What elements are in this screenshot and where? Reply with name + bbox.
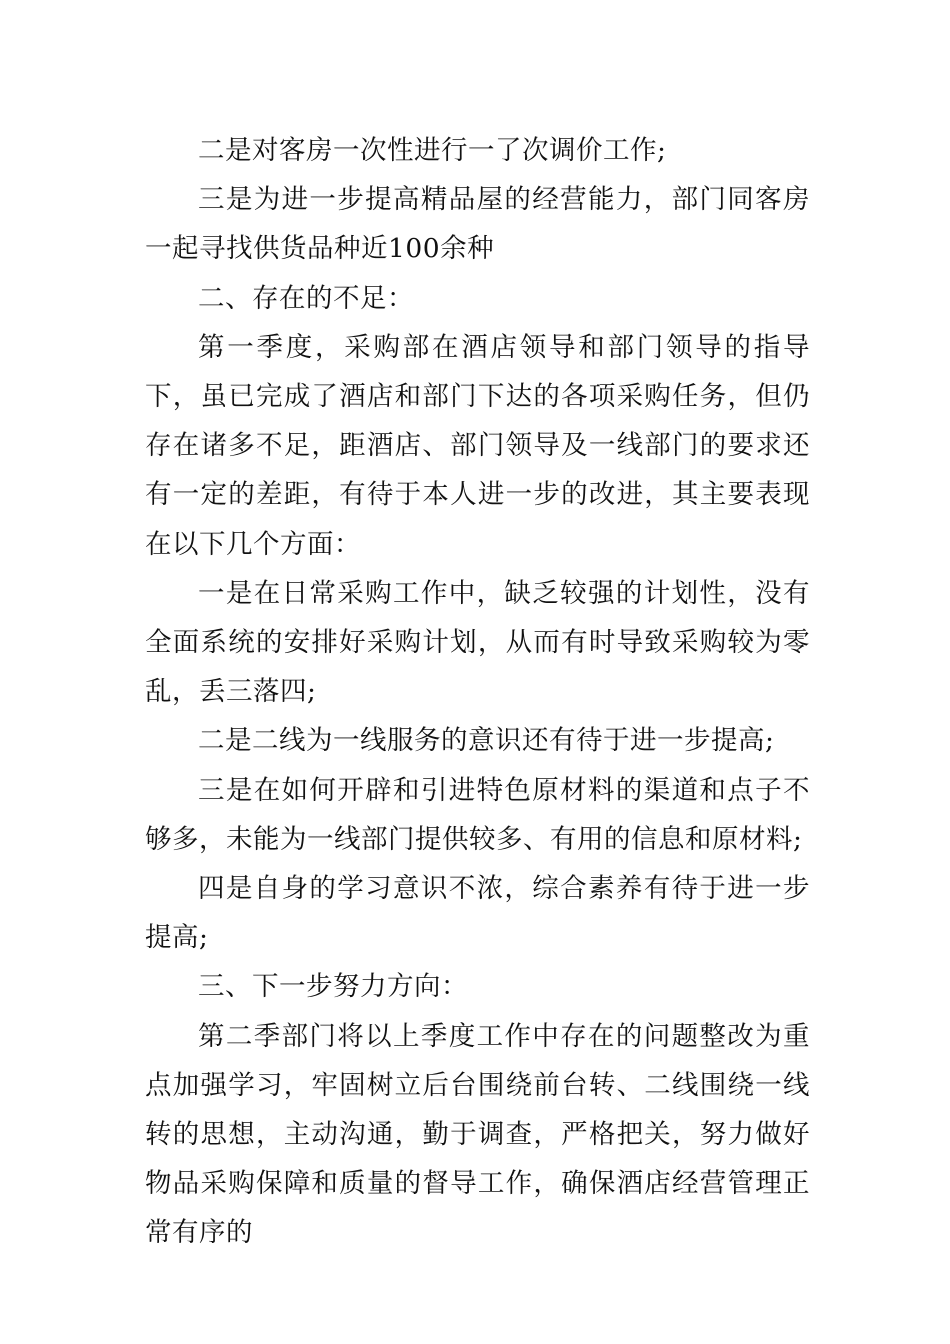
section-heading-next-steps: 三、下一步努力方向： <box>198 971 468 1003</box>
paragraph-boutique-supply: 三是为进一步提高精品屋的经营能力，部门同客房一起寻找供货品种近100余种 <box>145 184 810 265</box>
paragraph-planning-issue: 一是在日常采购工作中，缺乏较强的计划性，没有全面系统的安排好采购计划，从而有时导致采购较为零乱，丢三落四; <box>145 577 810 708</box>
paragraph-second-quarter-plan: 第二季部门将以上季度工作中存在的问题整改为重点加强学习，牢固树立后台围绕前台转、二线围绕一线转的思想，主动沟通，勤于调查，严格把关，努力做好物品采购保障和质量的督导工作，确保酒店经营管理正常有序的 <box>145 1020 810 1249</box>
paragraph-price-adjustment: 二是对客房一次性进行一了次调价工作; <box>198 135 667 166</box>
section-heading-shortcomings: 二、存在的不足： <box>198 282 414 314</box>
paragraph-first-quarter-summary: 第一季度，采购部在酒店领导和部门领导的指导下，虽已完成了酒店和部门下达的各项采购任务，但仍存在诸多不足，距酒店、部门领导及一线部门的要求还有一定的差距，有待于本人进一步的改进，其主要表现在以下几个方面： <box>145 331 810 560</box>
paragraph-service-awareness: 二是二线为一线服务的意识还有待于进一步提高; <box>198 725 775 757</box>
document-body <box>145 126 810 1258</box>
paragraph-learning-awareness: 四是自身的学习意识不浓，综合素养有待于进一步提高; <box>145 873 810 954</box>
paragraph-sourcing-channels: 三是在如何开辟和引进特色原材料的渠道和点子不够多，未能为一线部门提供较多、有用的信息和原材料; <box>145 774 810 855</box>
